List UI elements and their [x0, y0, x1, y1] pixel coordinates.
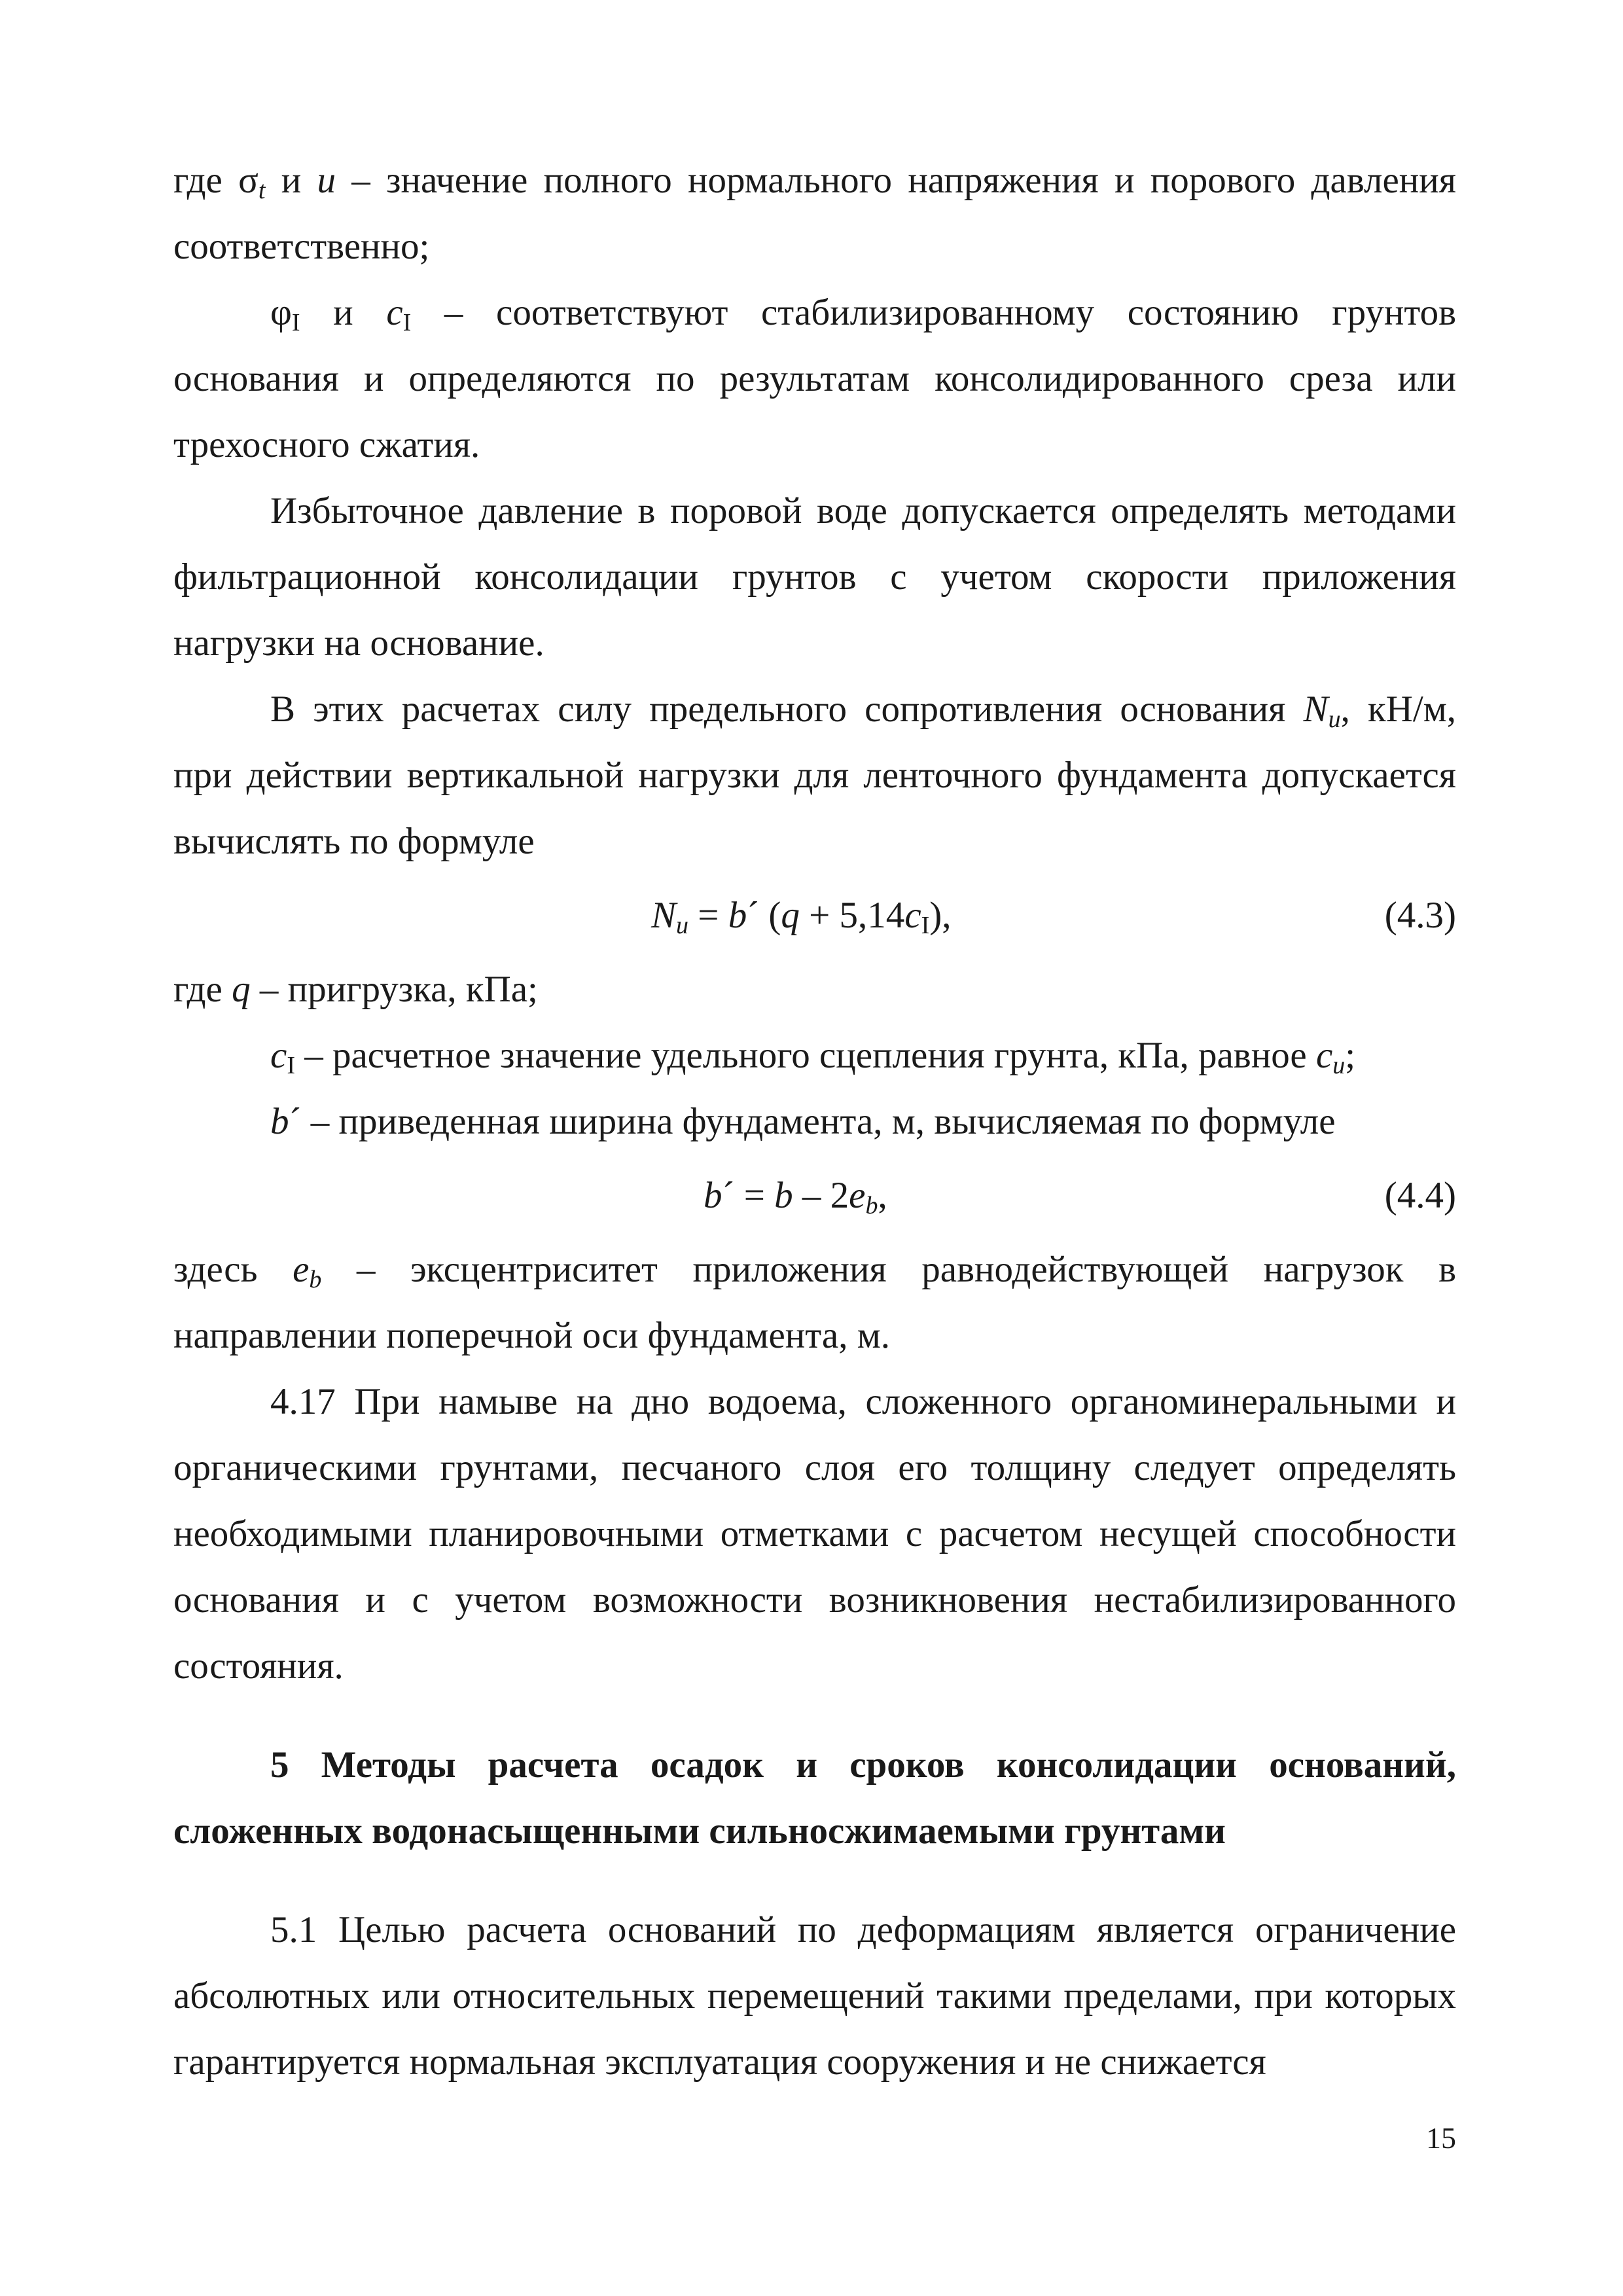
formula-4-3 [173, 882, 1456, 948]
formula-expression: $N_u$ = b´ $(q + 5,14c_I)$, [651, 895, 952, 939]
definition-b-prime: b´ – приведенная ширина фундамента, м, вычисляемая по формуле [270, 1101, 1336, 1142]
formula-number: (4.4) [1384, 1175, 1456, 1216]
formula-4-4 [173, 1162, 1456, 1229]
paragraph-stress-definition: где $\sigma_t$ и u – значение полного нормального напряжения и порового давления соответственно; [173, 160, 1456, 267]
paragraph-eccentricity: здесь $e_b$ – эксцентриситет приложения равнодействующей нагрузок в направлении поперечной оси фундамента, м. [173, 1249, 1456, 1356]
formula-expression: b´ = b – $2e_b$, [704, 1175, 887, 1219]
definition-c: $c_I$ – расчетное значение удельного сцепления грунта, кПа, равное $c_u$; [270, 1035, 1356, 1079]
section-heading: 5 Методы расчета осадок и сроков консолидации оснований, сложенных водонасыщенными сильносжимаемыми грунтами [173, 1744, 1456, 1852]
paragraph-ultimate-resistance: В этих расчетах силу предельного сопротивления основания $N_u$, кН/м, при действии вертикальной нагрузки для ленточного фундамента допускается вычислять по формуле [173, 689, 1457, 862]
formula-number: (4.3) [1384, 895, 1456, 936]
paragraph-excess-pressure: Избыточное давление в поровой воде допускается определять методами фильтрационной консолидации грунтов с учетом скорости приложения нагрузки на основание. [173, 490, 1456, 664]
page-body [173, 147, 1456, 2095]
paragraph-phi-c-definition: $\varphi_I$ и $c_I$ – соответствуют стабилизированному состоянию грунтов основания и определяются по результатам консолидированного среза или трехосного сжатия. [173, 292, 1456, 465]
paragraph-4-17: 4.17 При намыве на дно водоема, сложенного органоминеральными и органическими грунтами, песчаного слоя его толщину следует определять необходимыми планировочными отметками с расчетом несущей способности основания и с учетом возможности возникновения нестабилизированного состояния. [173, 1381, 1456, 1687]
paragraph-5-1: 5.1 Целью расчета оснований по деформациям является ограничение абсолютных или относительных перемещений такими пределами, при которых гарантируется нормальная эксплуатация сооружения и не снижается [173, 1909, 1456, 2083]
definition-q: где q – пригрузка, кПа; [173, 969, 538, 1010]
page-number: 15 [1426, 2121, 1456, 2155]
